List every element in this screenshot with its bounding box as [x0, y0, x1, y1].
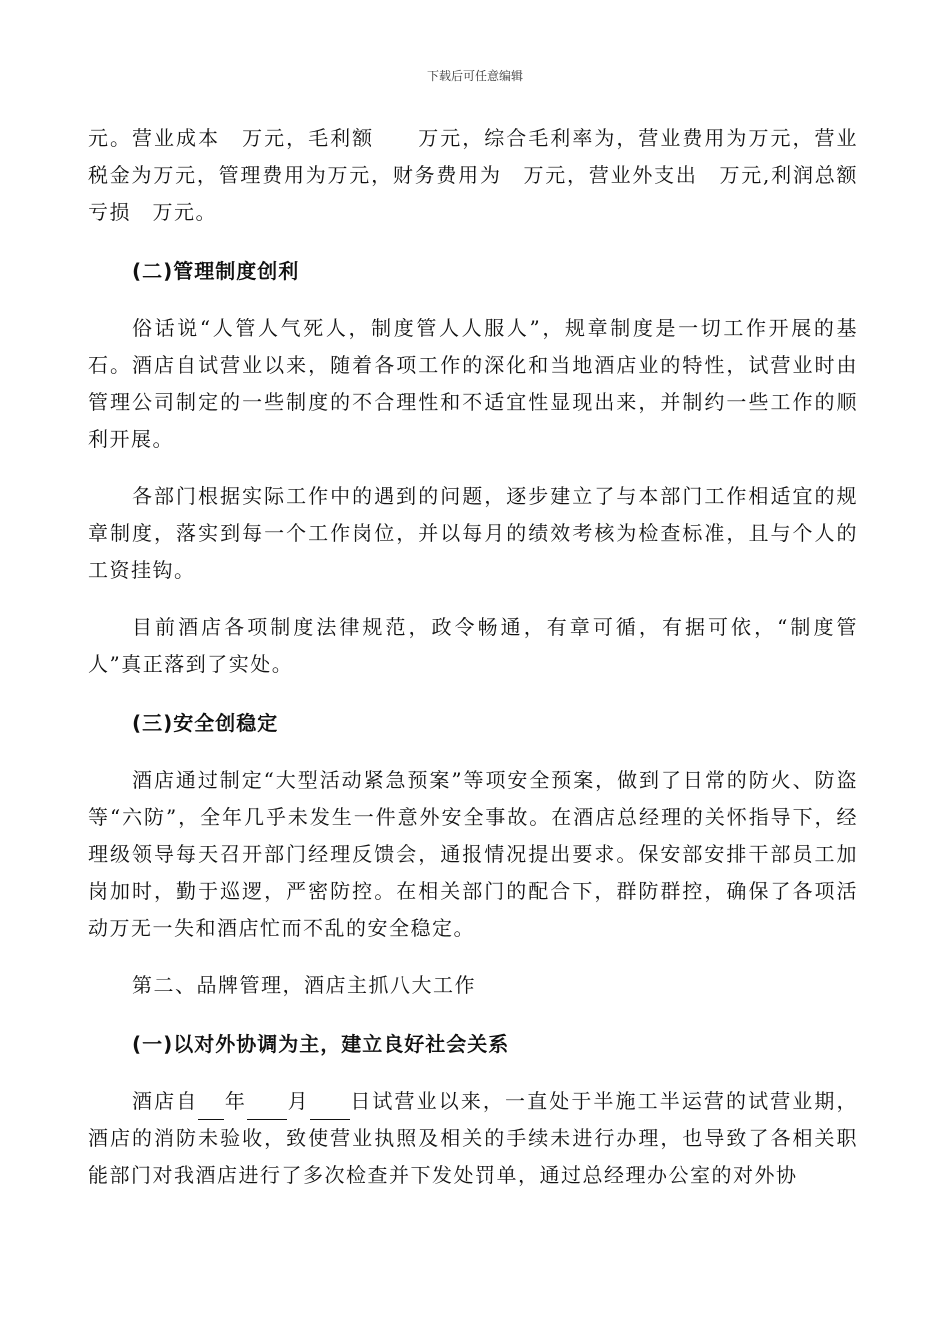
blank-year-field [198, 1097, 224, 1120]
paragraph-department-rules: 各部门根据实际工作中的遇到的问题，逐步建立了与本部门工作相适宜的规章制度，落实到每一个工作岗位，并以每月的绩效考核为检查标准，且与个人的工资挂钩。 [88, 484, 858, 582]
document-body [88, 120, 858, 1194]
blank-month-field [247, 1097, 287, 1120]
paragraph-rules-foundation: 俗话说“人管人气死人，制度管人人服人”，规章制度是一切工作开展的基石。酒店自试营业以来，随着各项工作的深化和当地酒店业的特性，试营业时由管理公司制定的一些制度的不合理性和不适宜性显现出来，并制约一些工作的顺利开展。 [88, 316, 858, 451]
page-header: 下载后可任意编辑 [426, 69, 523, 83]
paragraph-financial-summary: 元。营业成本 万元，毛利额 万元，综合毛利率为，营业费用为万元，营业税金为万元，管理费用为万元，财务费用为 万元，营业外支出 万元,利润总额亏损 万元。 [88, 126, 858, 224]
section-heading-external-coordination: (一)以对外协调为主，建立良好社会关系 [132, 1032, 510, 1056]
paragraph-external-coordination [88, 1083, 858, 1194]
paragraph-brand-management: 第二、品牌管理，酒店主抓八大工作 [132, 973, 476, 997]
section-heading-management: (二)管理制度创利 [132, 259, 300, 283]
blank-day-field [310, 1097, 350, 1120]
text-segment: 酒店自 [132, 1089, 199, 1113]
text-segment: 年 [224, 1089, 248, 1113]
text-segment: 日试营业以来，一直处于半施工半运营的试营业期，酒店的消防未验收，致使营业执照及相关的手续未进行办理，也导致了各相关职能部门对我酒店进行了多次检查并下发处罚单，通过总经理办公室的对外协 [88, 1089, 859, 1187]
text-segment: 月 [287, 1089, 310, 1113]
paragraph-safety: 酒店通过制定“大型活动紧急预案”等项安全预案，做到了日常的防火、防盗等“六防”，全年几乎未发生一件意外安全事故。在酒店总经理的关怀指导下，经理级领导每天召开部门经理反馈会，通报情况提出要求。保安部安排干部员工加岗加时，勤于巡逻，严密防控。在相关部门的配合下，群防群控，确保了各项活动万无一失和酒店忙而不乱的安全稳定。 [88, 768, 858, 940]
paragraph-rules-status: 目前酒店各项制度法律规范，政令畅通，有章可循，有据可依，“制度管人”真正落到了实处。 [88, 615, 858, 676]
section-heading-safety: (三)安全创稳定 [132, 711, 279, 735]
